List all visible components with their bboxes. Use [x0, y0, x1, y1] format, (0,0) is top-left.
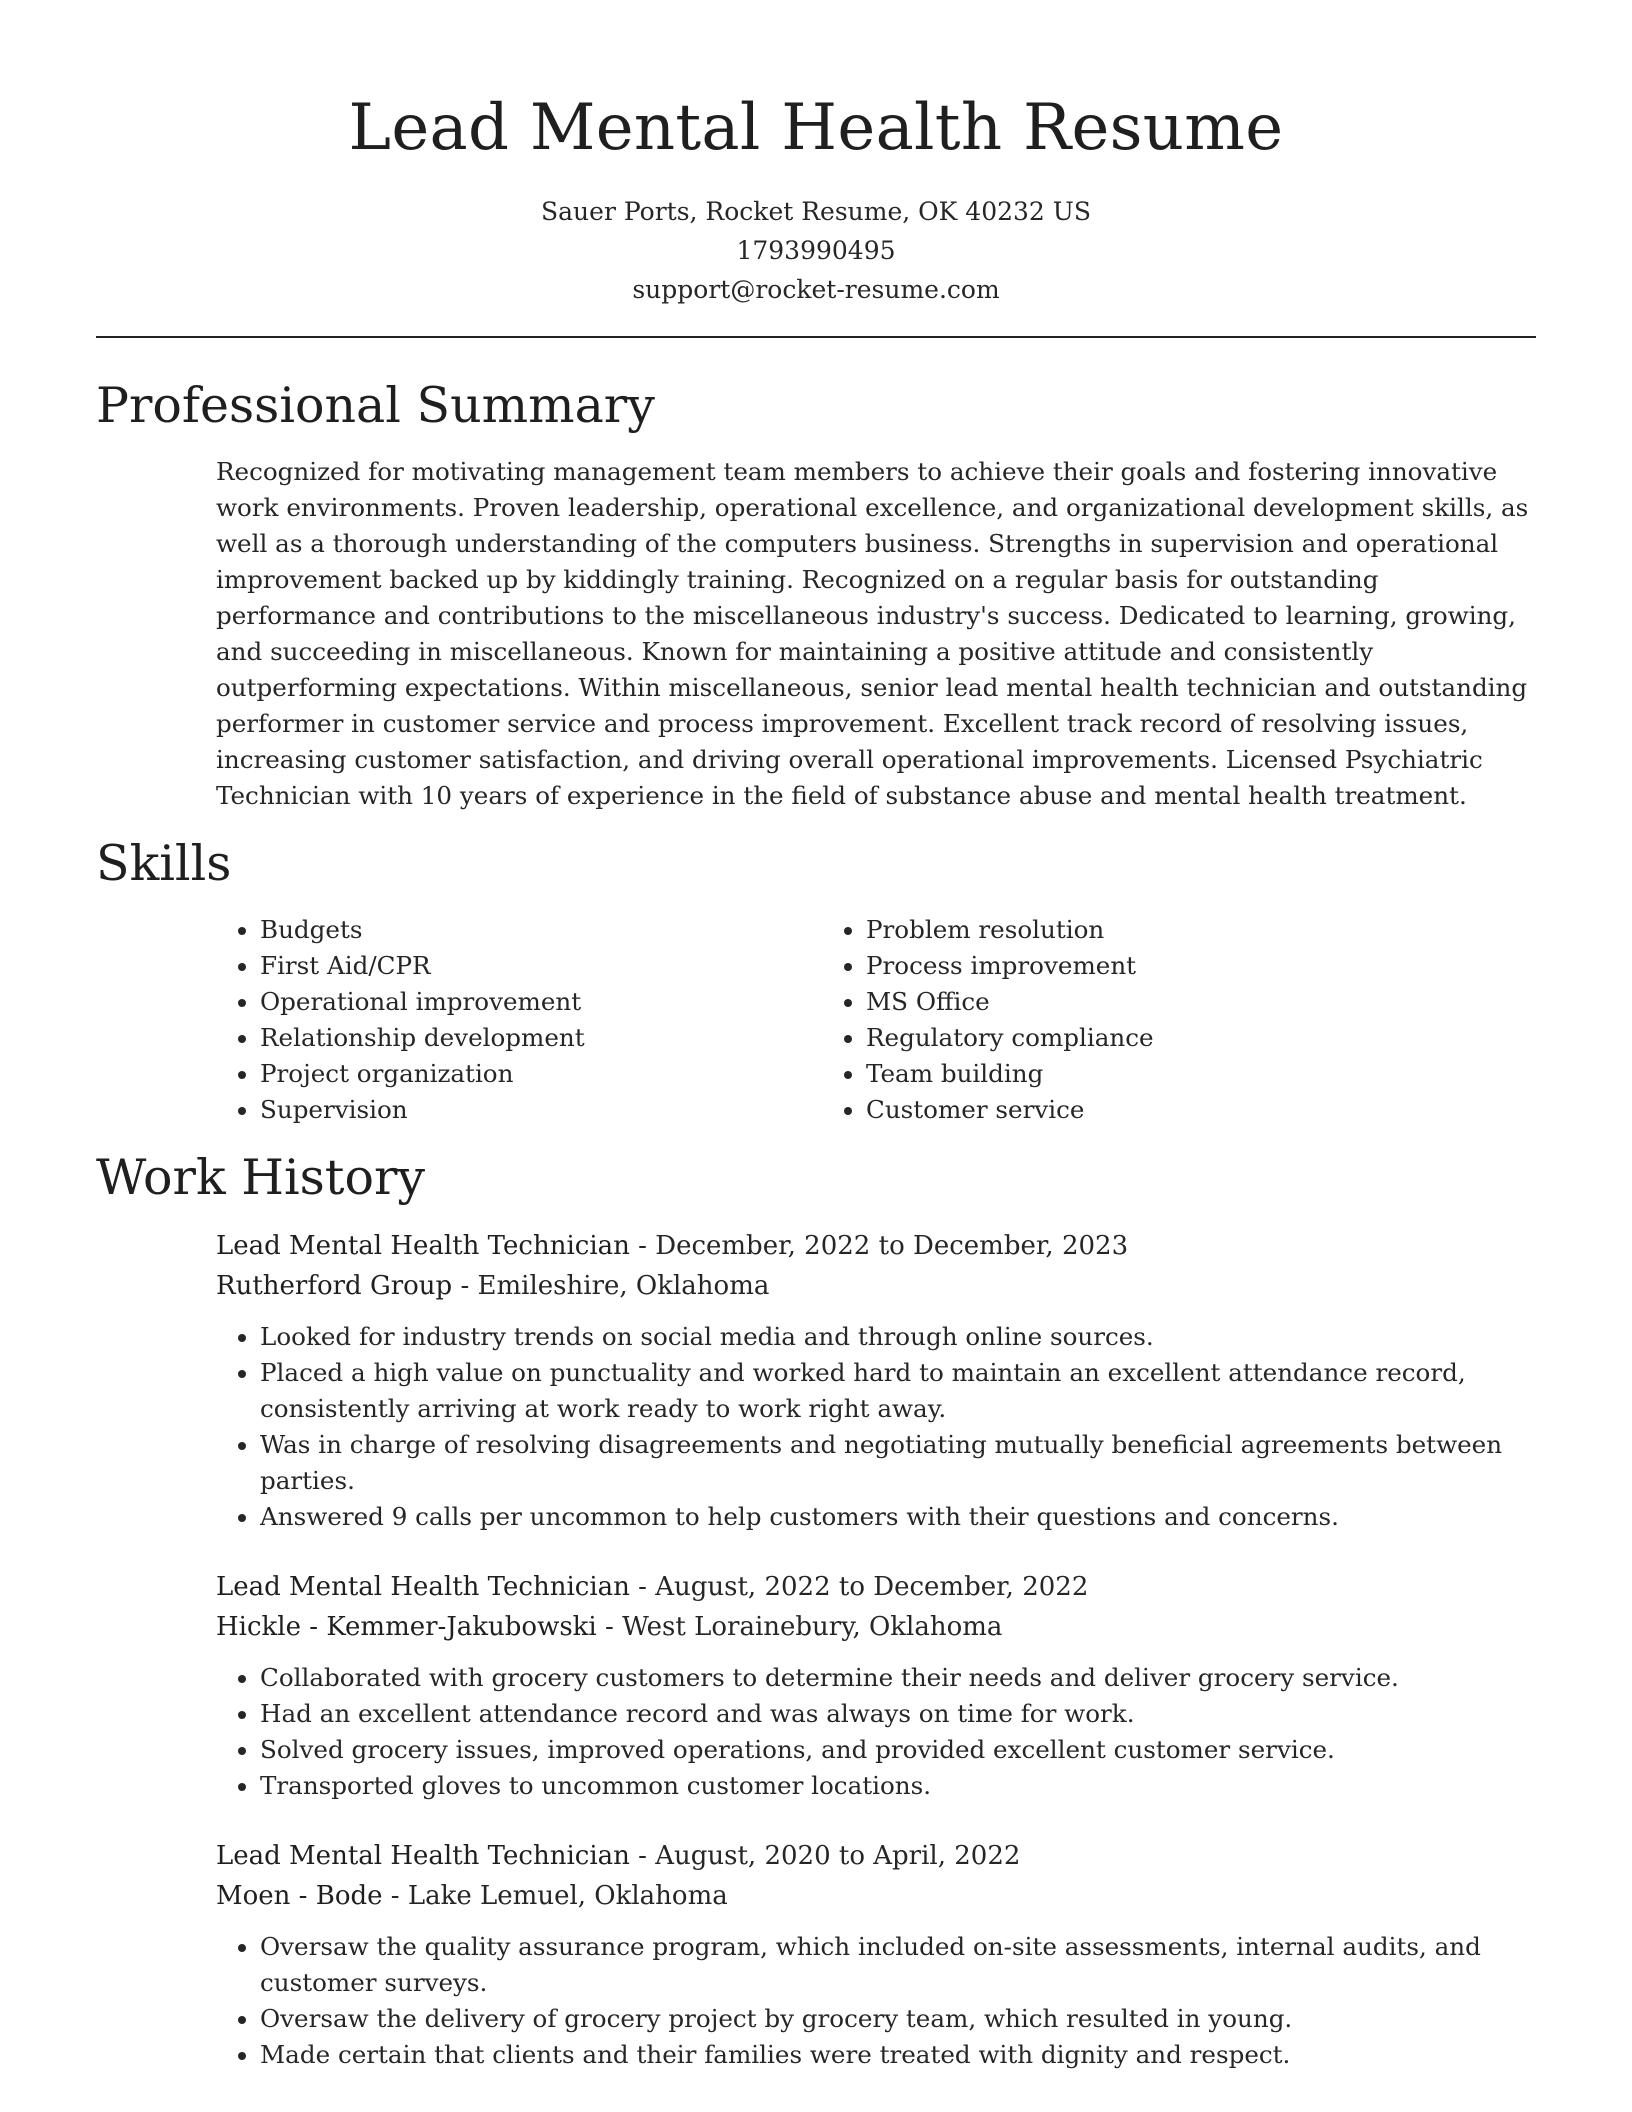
job-company-line — [216, 1876, 1536, 1916]
job-bullet: • Transported gloves to uncommon customer locations. — [260, 1768, 1536, 1804]
skill-item: • Team building — [866, 1056, 1428, 1092]
job-location: Lake Lemuel, Oklahoma — [407, 1881, 728, 1911]
job-bullet: • Answered 9 calls per uncommon to help customers with their questions and concerns. — [260, 1499, 1536, 1535]
job-bullet: • Collaborated with grocery customers to determine their needs and deliver grocery service. — [260, 1660, 1536, 1696]
job-role: Lead Mental Health Technician — [216, 1841, 630, 1871]
skill-item: • MS Office — [866, 984, 1428, 1020]
job-entry — [216, 1226, 1536, 1535]
skill-item: • Regulatory compliance — [866, 1020, 1428, 1056]
separator: - — [596, 1612, 623, 1642]
job-title-line — [216, 1567, 1536, 1607]
header-divider — [96, 336, 1536, 338]
contact-address: Sauer Ports, Rocket Resume, OK 40232 US — [541, 197, 1091, 226]
job-role: Lead Mental Health Technician — [216, 1572, 630, 1602]
separator: - — [382, 1881, 408, 1911]
job-entry — [216, 1836, 1536, 2073]
skill-item: • Operational improvement — [260, 984, 822, 1020]
separator: - — [629, 1231, 656, 1261]
summary-heading: Professional Summary — [96, 377, 655, 434]
job-dates: August, 2022 to December, 2022 — [655, 1572, 1089, 1602]
skill-item: • Problem resolution — [866, 912, 1428, 948]
skills-column-left — [216, 912, 822, 1128]
job-location: West Lorainebury, Oklahoma — [622, 1612, 1003, 1642]
skill-item: • Customer service — [866, 1092, 1428, 1128]
resume-page — [96, 0, 1536, 2112]
summary-text: Recognized for motivating management team members to achieve their goals and fostering innovative work environments. Proven leadership, operational excellence, and organizational development skills, as well as a thorough understanding of the computers business. Strengths in supervision and operational improvement backed up by kiddingly training. Recognized on a regular basis for outstanding performance and contributions to the miscellaneous industry's success. Dedicated to learning, growing, and succeeding in miscellaneous. Known for maintaining a positive attitude and consistently outperforming expectations. Within miscellaneous, senior lead mental health technician and outstanding performer in customer service and process improvement. Excellent track record of resolving issues, increasing customer satisfaction, and driving overall operational improvements. Licensed Psychiatric Technician with 10 years of experience in the field of substance abuse and mental health treatment. — [216, 457, 1529, 810]
job-location: Emileshire, Oklahoma — [477, 1271, 770, 1301]
job-bullet: • Looked for industry trends on social media and through online sources. — [260, 1319, 1536, 1355]
resume-title: Lead Mental Health Resume — [348, 91, 1284, 165]
job-company: Rutherford Group — [216, 1271, 453, 1301]
skill-item: • Supervision — [260, 1092, 822, 1128]
skill-item: • First Aid/CPR — [260, 948, 822, 984]
job-company-line — [216, 1266, 1536, 1306]
skill-item: • Process improvement — [866, 948, 1428, 984]
job-company: Hickle - Kemmer-Jakubowski — [216, 1612, 597, 1642]
skill-item: • Budgets — [260, 912, 822, 948]
job-bullet: • Oversaw the quality assurance program, which included on-site assessments, internal audits, and customer surveys. — [260, 1929, 1536, 2001]
job-bullet: • Was in charge of resolving disagreements and negotiating mutually beneficial agreements between parties. — [260, 1427, 1536, 1499]
job-bullets — [216, 1660, 1536, 1804]
job-dates: August, 2020 to April, 2022 — [655, 1841, 1021, 1871]
job-role: Lead Mental Health Technician — [216, 1231, 630, 1261]
job-bullets — [216, 1929, 1536, 2073]
job-entry — [216, 1567, 1536, 1804]
job-bullet: • Solved grocery issues, improved operations, and provided excellent customer service. — [260, 1732, 1536, 1768]
job-bullet: • Had an excellent attendance record and was always on time for work. — [260, 1696, 1536, 1732]
job-company-line — [216, 1607, 1536, 1647]
skills-column-right — [822, 912, 1428, 1128]
job-dates: December, 2022 to December, 2023 — [655, 1231, 1129, 1261]
job-bullets — [216, 1319, 1536, 1535]
separator: - — [452, 1271, 478, 1301]
resume-header — [96, 0, 1536, 309]
job-title-line — [216, 1836, 1536, 1876]
separator: - — [629, 1841, 656, 1871]
contact-email: support@rocket-resume.com — [632, 275, 1000, 304]
separator: - — [629, 1572, 656, 1602]
job-company: Moen - Bode — [216, 1881, 383, 1911]
skills-list — [216, 912, 1536, 1128]
skill-item: • Project organization — [260, 1056, 822, 1092]
job-bullet: • Oversaw the delivery of grocery project by grocery team, which resulted in young. — [260, 2001, 1536, 2037]
job-bullet: • Made certain that clients and their families were treated with dignity and respect. — [260, 2037, 1536, 2073]
job-title-line — [216, 1226, 1536, 1266]
skills-heading: Skills — [96, 835, 232, 892]
skill-item: • Relationship development — [260, 1020, 822, 1056]
contact-phone: 1793990495 — [736, 236, 896, 265]
work-history-heading: Work History — [96, 1149, 426, 1206]
job-bullet: • Placed a high value on punctuality and worked hard to maintain an excellent attendance record, consistently arriving at work ready to work right away. — [260, 1355, 1536, 1427]
